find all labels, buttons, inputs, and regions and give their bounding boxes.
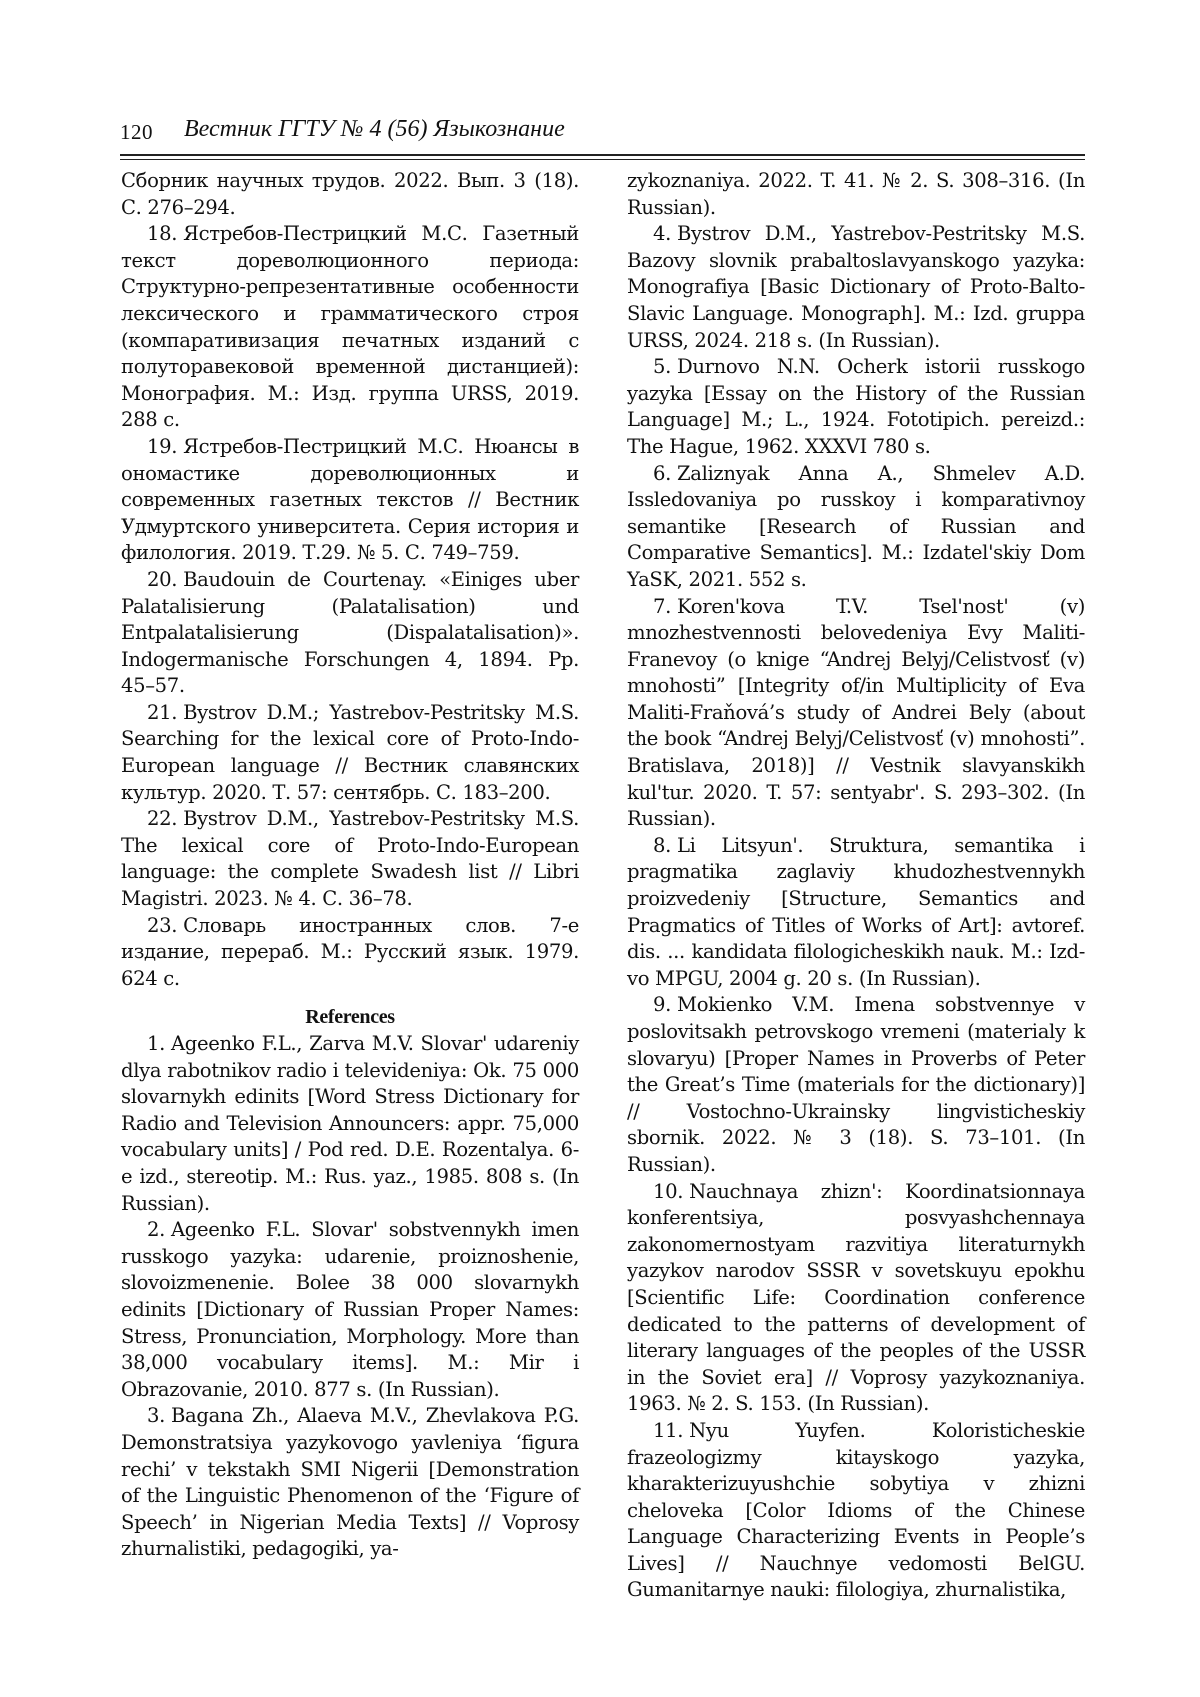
entry-number: 23.: [147, 913, 178, 937]
reference-entry-23: [121, 913, 579, 993]
entry-number: 5.: [653, 355, 671, 379]
reference-entry-5: [627, 354, 1085, 460]
entry-text: Nyu Yuyfen. Koloristicheskie frazeologizmy kitayskogo yazyka, kharakterizuyushchie sobytiya v zhizni cheloveka [Color Idioms of the Chinese Language Characterizing Events in People’s Lives] // Nauchnye vedomosti BelGU. Gumanitarnye nauki: filologiya, zhurnalistika,: [627, 1418, 1085, 1602]
entry-text: Ястребов-Пестрицкий М.С. Нюансы в ономастике дореволюционных и современных газетных текстов // Вестник Удмуртского университета. Серия история и филология. 2019. Т.29. № 5. С. 749–759.: [121, 434, 579, 565]
entry-number: 19.: [147, 434, 178, 458]
entry-text: Baudouin de Courtenay. «Einiges uber Palatalisierung (Palatalisation) und Entpalatalisierung (Dispalatalisation)». Indogermanische Forschungen 4, 1894. Pp. 45–57.: [121, 567, 579, 698]
entry-number: 9.: [653, 993, 671, 1017]
entry-number: 20.: [147, 567, 178, 591]
reference-entry-22: [121, 806, 579, 912]
entry-text: Koren'kova T.V. Tsel'nost' (v) mnozhestvennosti belovedeniya Evy Maliti-Franevoy (o knige “Andrej Belyj/Celistvosť (v) mnohosti” [Integrity of/in Multiplicity of Eva Maliti-Fraňová’s study of Andrei Bely (about the book “Andrej Belyj/Celistvosť (v) mnohosti”. Bratislava, 2018)] // Vestnik slavyanskikh kul'tur. 2020. T. 57: sentyabr'. S. 293–302. (In Russian).: [627, 594, 1085, 831]
reference-entry-6: [627, 461, 1085, 594]
entry-number: 8.: [653, 833, 671, 857]
entry-text: Ageenko F.L., Zarva M.V. Slovar' udareniy dlya rabotnikov radio i televideniya: Ok. 75 000 slovarnykh edinits [Word Stress Dictionary for Radio and Television Announcers: appr. 75,000 vocabulary units] / Pod red. D.E. Rozentalya. 6-e izd., stereotip. M.: Rus. yaz., 1985. 808 s. (In Russian).: [121, 1032, 579, 1215]
entry-number: 7.: [653, 594, 671, 618]
entry-text: Bystrov D.M., Yastrebov-Pestritsky M.S. Bazovy slovnik prabaltoslavyanskogo yazyka: Monografiya [Basic Dictionary of Proto-Balto-Slavic Language. Monograph]. M.: Izd. gruppa URSS, 2024. 218 s. (In Russian).: [627, 222, 1085, 352]
reference-entry-20: [121, 567, 579, 700]
continuation-text: Сборник научных трудов. 2022. Вып. 3 (18). С. 276–294.: [121, 169, 579, 219]
entry-number: 2.: [147, 1218, 165, 1242]
entry-number: 1.: [147, 1032, 165, 1055]
reference-entry-18: [121, 221, 579, 434]
reference-entry-19: [121, 434, 579, 567]
entry-text: Mokienko V.M. Imena sobstvennye v poslovitsakh petrovskogo vremeni (materialy k slovaryu) [Proper Names in Proverbs of Peter the Great’s Time (materials for the dictionary)] // Vostochno-Ukrainsky lingvisticheskiy sbornik. 2022. № 3 (18). S. 73–101. (In Russian).: [627, 993, 1085, 1176]
left-column: [121, 168, 579, 1563]
entry-text: Ageenko F.L. Slovar' sobstvennykh imen russkogo yazyka: udarenie, proiznoshenie, slovoizmenenie. Bolee 38 000 slovarnykh edinits [Dictionary of Russian Proper Names: Stress, Pronunciation, Morphology. More than 38,000 vocabulary items]. M.: Mir i Obrazovanie, 2010. 877 s. (In Russian).: [121, 1218, 579, 1401]
entry-text: Ястребов-Пестрицкий М.С. Газетный текст дореволюционного периода: Структурно-репрезентативные особенности лексического и грамматического строя (компаративизация печатных изданий с полуторавековой временной дистанцией): Монография. М.: Изд. группа URSS, 2019. 288 с.: [121, 222, 579, 432]
page-header: [120, 112, 1085, 152]
reference-entry-8: [627, 833, 1085, 993]
reference-entry-7: [627, 594, 1085, 833]
entry-number: 10.: [653, 1179, 684, 1203]
entry-number: 3.: [147, 1404, 165, 1428]
entry-number: 18.: [147, 222, 178, 246]
reference-entry-9: [627, 992, 1085, 1178]
entry-number: 11.: [653, 1418, 684, 1442]
reference-entry-4: [627, 221, 1085, 354]
entry-number: 21.: [147, 700, 178, 724]
right-column: [627, 168, 1085, 1604]
references-heading: References: [305, 1006, 395, 1029]
entry-text: Bagana Zh., Alaeva M.V., Zhevlakova P.G. Demonstratsiya yazykovogo yavleniya ‘figura rechi’ v tekstakh SMI Nigerii [Demonstration of the Linguistic Phenomenon of the ‘Figure of Speech’ in Nigerian Media Texts] // Voprosy zhurnalistiki, pedagogiki, ya-: [121, 1404, 579, 1561]
entry-text: Zaliznyak Anna A., Shmelev A.D. Issledovaniya po russkoy i komparativnoy semantike [Research of Russian and Comparative Semantics]. M.: Izdatel'skiy Dom YaSK, 2021. 552 s.: [627, 461, 1085, 591]
entry-text: Li Litsyun'. Struktura, semantika i pragmatika zaglaviy khudozhestvennykh proizvedeniy [Structure, Semantics and Pragmatics of Titles of Works of Art]: avtoref. dis. ... kandidata filologicheskikh nauk. M.: Izd-vo MPGU, 2004 g. 20 s. (In Russian).: [627, 833, 1085, 990]
entry-text: Bystrov D.M.; Yastrebov-Pestritsky M.S. Searching for the lexical core of Proto-Indo-European language // Вестник славянских культур. 2020. Т. 57: сентябрь. С. 183–200.: [121, 700, 579, 804]
reference-entry-11: [627, 1418, 1085, 1604]
journal-title: Вестник ГГТУ № 4 (56) Языкознание: [184, 116, 565, 142]
entry-text: Bystrov D.M., Yastrebov-Pestritsky M.S. The lexical core of Proto-Indo-European language: the complete Swadesh list // Libri Magistri. 2023. № 4. С. 36–78.: [121, 807, 579, 911]
header-rule-thin: [120, 159, 1085, 160]
reference-entry-3: [121, 1403, 579, 1563]
reference-entry-21: [121, 700, 579, 806]
reference-entry-1: [121, 1031, 579, 1217]
entry-text: Durnovo N.N. Ocherk istorii russkogo yazyka [Essay on the History of the Russian Language] M.; L., 1924. Fototipich. pereizd.: The Hague, 1962. XXXVI 780 s.: [627, 355, 1085, 458]
page-number: 120: [120, 120, 153, 144]
entry-text: Nauchnaya zhizn': Koordinatsionnaya konferentsiya, posvyashchennaya zakonomernostyam razvitiya literaturnykh yazykov narodov SSSR v sovetskuyu epokhu [Scientific Life: Coordination conference dedicated to the patterns of development of literary languages of the peoples of the USSR in the Soviet era] // Voprosy yazykoznaniya. 1963. № 2. S. 153. (In Russian).: [627, 1179, 1085, 1416]
reference-entry-10: [627, 1179, 1085, 1418]
entry-number: 4.: [653, 222, 671, 246]
continuation-text: zykoznaniya. 2022. T. 41. № 2. S. 308–316. (In Russian).: [627, 169, 1085, 219]
reference-entry-2: [121, 1217, 579, 1403]
entry-number: 22.: [147, 807, 178, 831]
entry-number: 6.: [653, 461, 671, 485]
entry-text: Словарь иностранных слов. 7-е издание, перераб. М.: Русский язык. 1979. 624 с.: [121, 913, 579, 990]
header-rule: [120, 154, 1085, 156]
